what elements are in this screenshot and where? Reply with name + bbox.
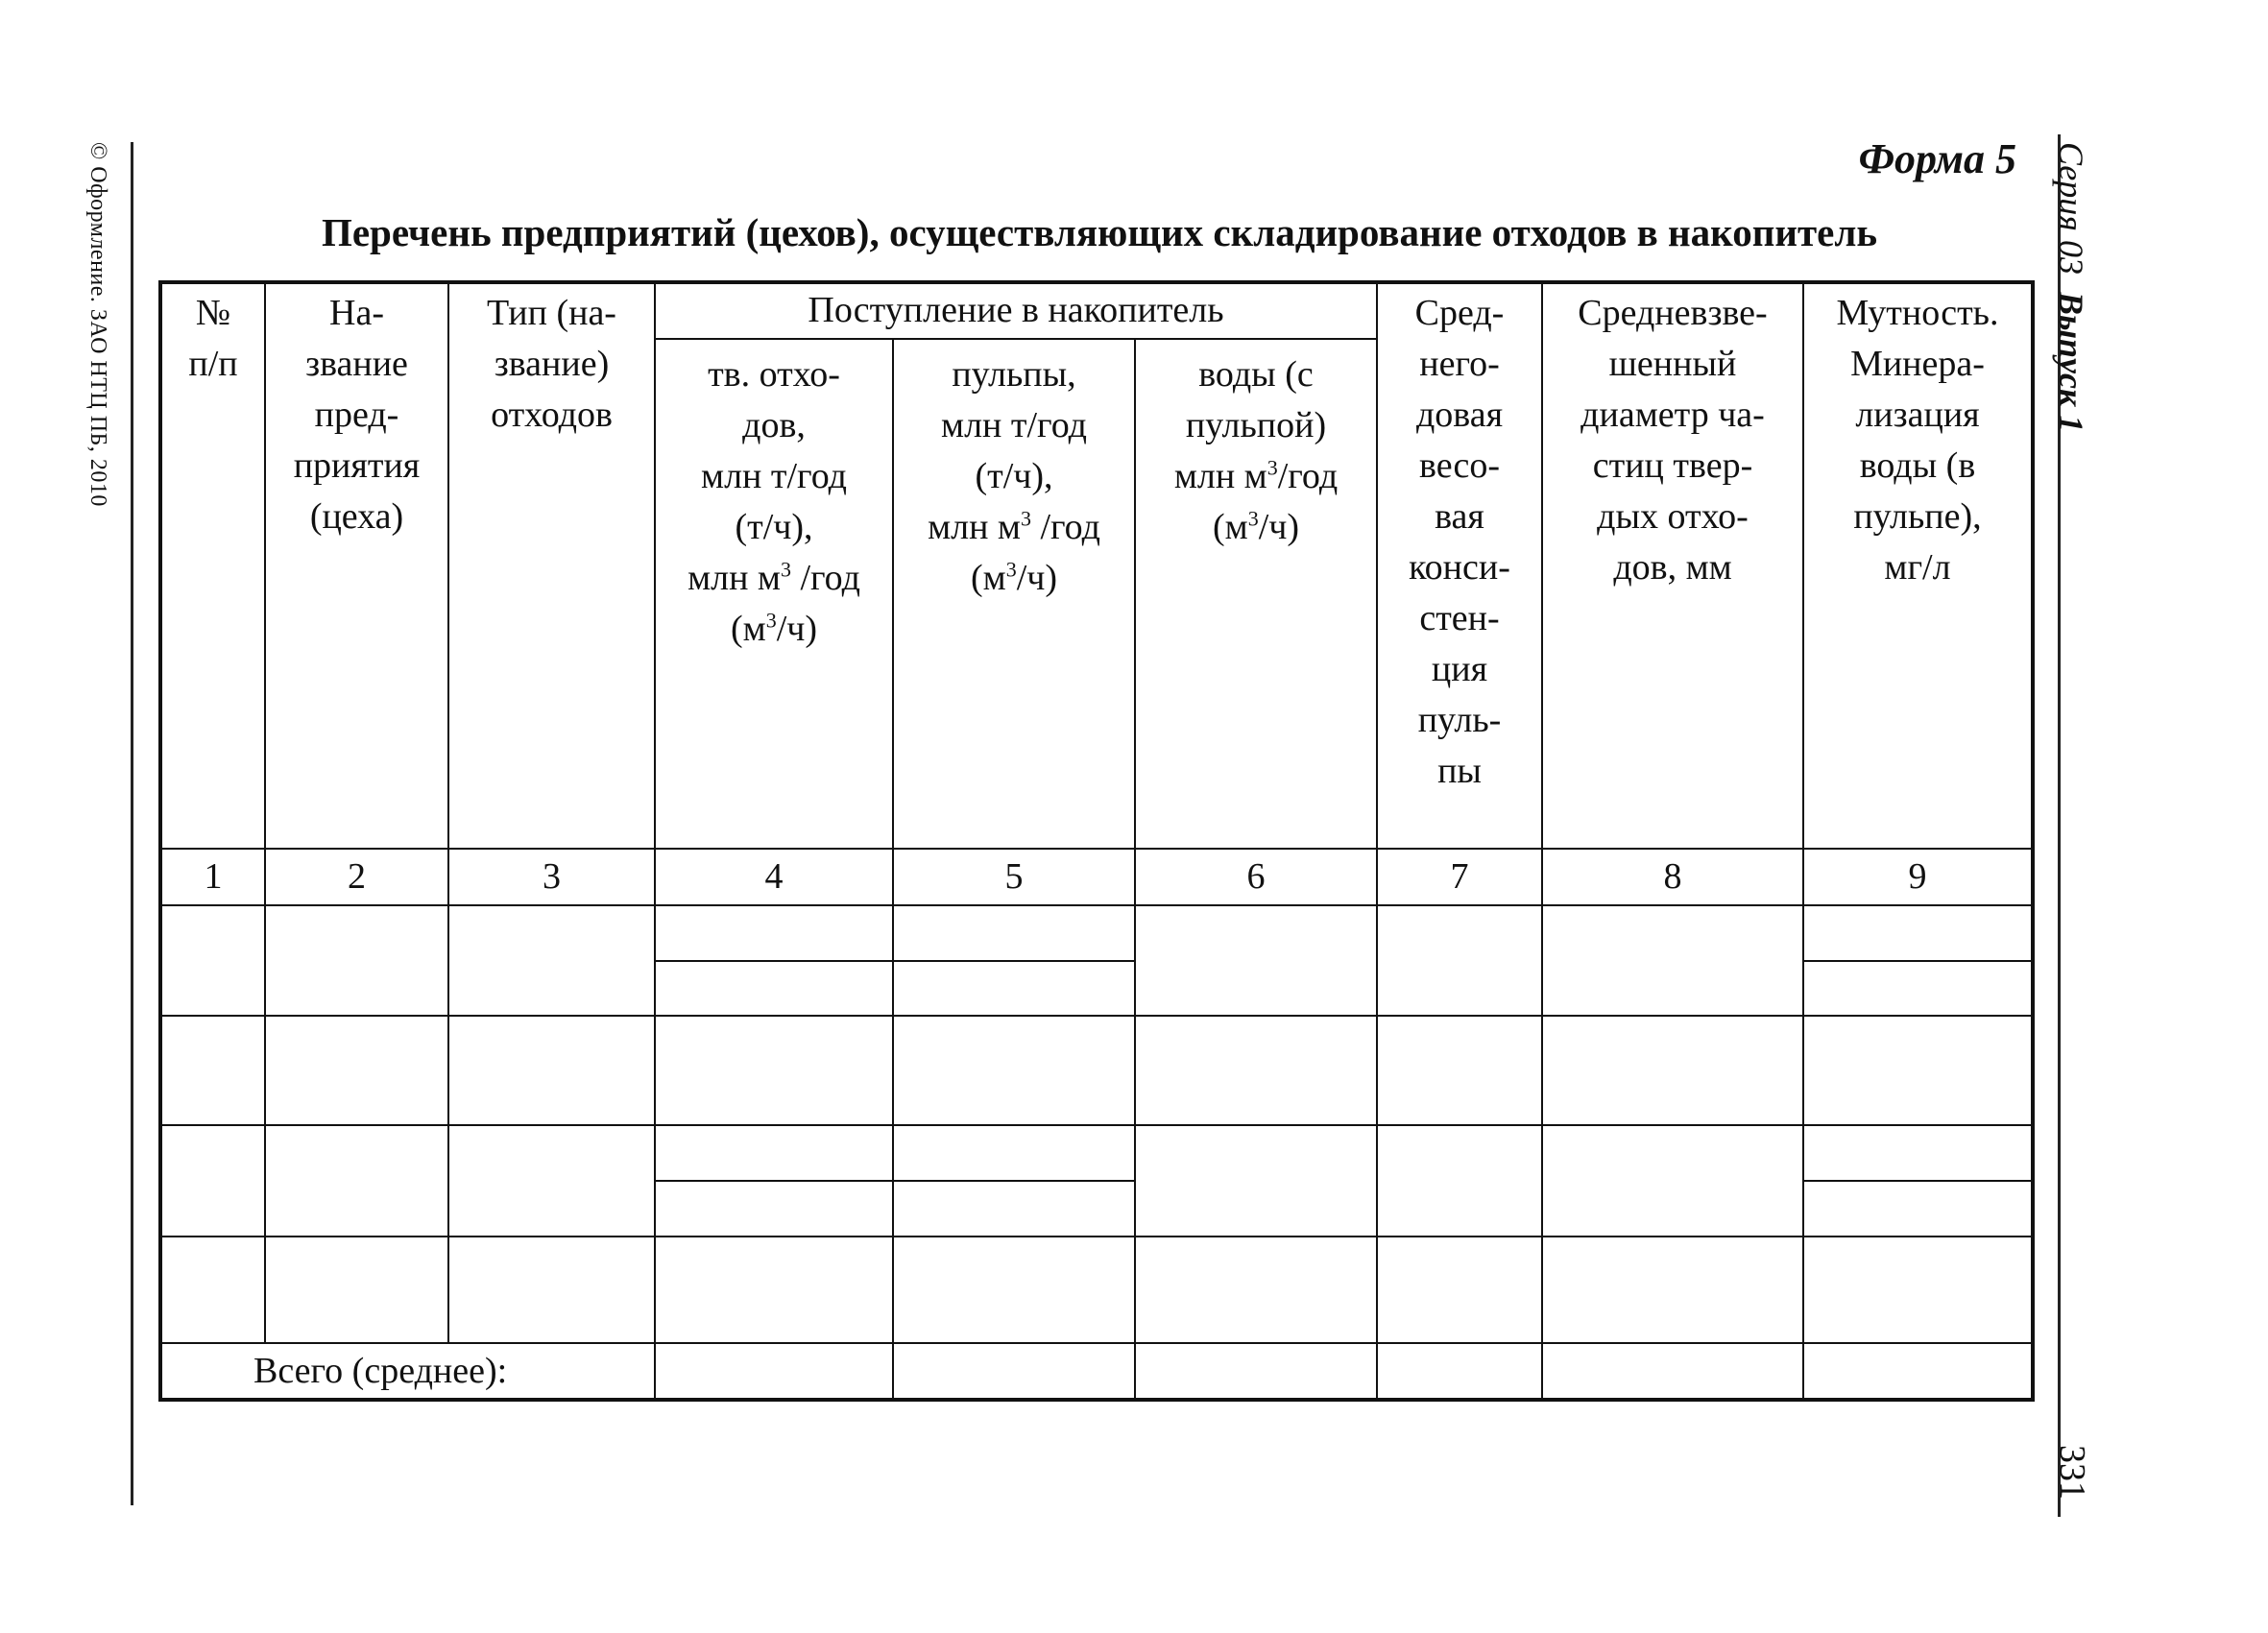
column-number: 4 <box>655 849 893 905</box>
table-cell[interactable] <box>265 1125 448 1237</box>
table-cell[interactable] <box>1803 1181 2033 1237</box>
table-cell[interactable] <box>160 1237 265 1344</box>
table-cell[interactable] <box>1542 1125 1803 1237</box>
column-number: 2 <box>265 849 448 905</box>
header-inflow: Поступление в накопитель <box>655 282 1377 339</box>
table-row <box>160 905 2033 961</box>
column-number: 9 <box>1803 849 2033 905</box>
table-cell[interactable] <box>160 1125 265 1237</box>
table-cell[interactable] <box>893 961 1135 1017</box>
table-cell[interactable] <box>655 1125 893 1181</box>
table-cell[interactable] <box>448 1125 655 1237</box>
table-cell[interactable] <box>893 1237 1135 1344</box>
header-solid-waste: тв. отхо- дов, млн т/год (т/ч), млн $м^3$ /год $(м^3/ч)$ <box>655 339 893 849</box>
table-cell[interactable] <box>448 1016 655 1125</box>
table-cell[interactable] <box>448 1237 655 1344</box>
header-no: № п/п <box>160 282 265 849</box>
total-row <box>160 1343 2033 1400</box>
total-cell[interactable] <box>1803 1343 2033 1400</box>
table-cell[interactable] <box>160 905 265 1017</box>
table-cell[interactable] <box>655 1237 893 1344</box>
table-cell[interactable] <box>655 961 893 1017</box>
table-cell[interactable] <box>1135 1016 1377 1125</box>
page-number-text: 331 <box>2052 1445 2092 1500</box>
series-label: Серия 03 <box>2052 142 2090 275</box>
table-cell[interactable] <box>655 1016 893 1125</box>
column-number-row <box>160 849 2033 905</box>
total-cell[interactable] <box>1377 1343 1542 1400</box>
table-row <box>160 1237 2033 1344</box>
table-cell[interactable] <box>655 1181 893 1237</box>
total-cell[interactable] <box>655 1343 893 1400</box>
left-margin-rule <box>131 142 133 1505</box>
table-cell[interactable] <box>448 905 655 1017</box>
table-cell[interactable] <box>893 1181 1135 1237</box>
header-row-1 <box>160 282 2033 339</box>
header-consistency: Сред- него- довая весо- вая конси- стен- ция пуль- пы <box>1377 282 1542 849</box>
table-cell[interactable] <box>893 1125 1135 1181</box>
table-cell[interactable] <box>1803 905 2033 961</box>
column-number: 7 <box>1377 849 1542 905</box>
table-cell[interactable] <box>655 905 893 961</box>
table-cell[interactable] <box>893 1016 1135 1125</box>
column-number: 6 <box>1135 849 1377 905</box>
table-cell[interactable] <box>1135 1125 1377 1237</box>
total-label: Всего (среднее): <box>160 1343 655 1400</box>
table-cell[interactable] <box>1542 1016 1803 1125</box>
column-number: 3 <box>448 849 655 905</box>
table-row <box>160 1125 2033 1181</box>
document-title: Перечень предприятий (цехов), осуществляющих складирование отходов в накопитель <box>321 210 1878 254</box>
header-particle-diameter: Средневзве- шенный диаметр ча- стиц твер- дых отхо- дов, мм <box>1542 282 1803 849</box>
column-number: 8 <box>1542 849 1803 905</box>
header-name: На- звание пред- приятия (цеха) <box>265 282 448 849</box>
header-water: воды (с пульпой) млн $м^3$/год $(м^3/ч)$ <box>1135 339 1377 849</box>
copyright-text: © Оформление. ЗАО НТЦ ПБ, 2010 <box>85 142 110 507</box>
table-cell[interactable] <box>265 905 448 1017</box>
header-waste-type: Тип (на- звание) отходов <box>448 282 655 849</box>
table-cell[interactable] <box>1542 905 1803 1017</box>
table-cell[interactable] <box>265 1016 448 1125</box>
table-cell[interactable] <box>1542 1237 1803 1344</box>
table-row <box>160 1016 2033 1125</box>
column-number: 1 <box>160 849 265 905</box>
enterprises-table <box>158 280 2035 1402</box>
table-cell[interactable] <box>1135 905 1377 1017</box>
table-cell[interactable] <box>1377 1237 1542 1344</box>
table-cell[interactable] <box>893 905 1135 961</box>
table-cell[interactable] <box>1803 1237 2033 1344</box>
table-cell[interactable] <box>1377 1016 1542 1125</box>
issue-label: Выпуск 1 <box>2052 291 2090 433</box>
form-label: Форма 5 <box>1858 135 2016 182</box>
column-number: 5 <box>893 849 1135 905</box>
table-cell[interactable] <box>1803 1016 2033 1125</box>
table-cell[interactable] <box>1135 1237 1377 1344</box>
total-cell[interactable] <box>893 1343 1135 1400</box>
total-cell[interactable] <box>1542 1343 1803 1400</box>
table-cell[interactable] <box>160 1016 265 1125</box>
table-cell[interactable] <box>1803 1125 2033 1181</box>
total-cell[interactable] <box>1135 1343 1377 1400</box>
table-cell[interactable] <box>1803 961 2033 1017</box>
header-turbidity: Мутность. Минера- лизация воды (в пульпе), мг/л <box>1803 282 2033 849</box>
table-cell[interactable] <box>1377 905 1542 1017</box>
table-cell[interactable] <box>265 1237 448 1344</box>
table-cell[interactable] <box>1377 1125 1542 1237</box>
header-pulp: пульпы, млн т/год (т/ч), млн $м^3$ /год $(м^3/ч)$ <box>893 339 1135 849</box>
